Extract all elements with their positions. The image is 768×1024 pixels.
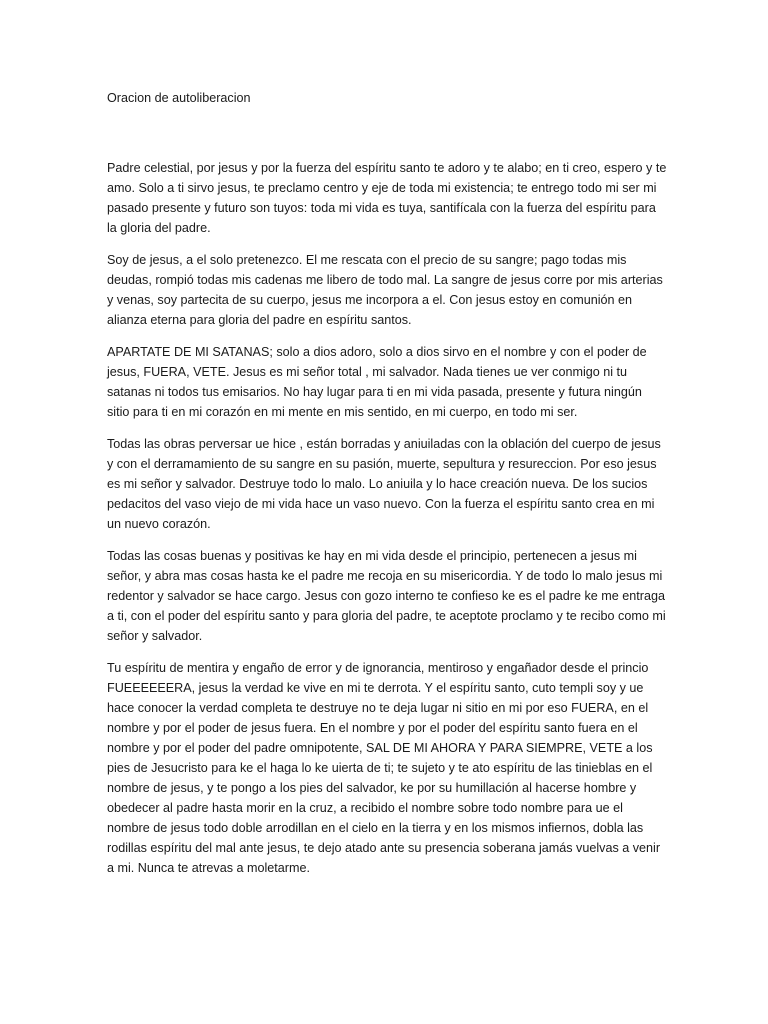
paragraph: Todas las obras perversar ue hice , están borradas y aniuiladas con la oblación del cuerpo de jesus y con el derramamiento de su sangre en su pasión, muerte, sepultura y resureccion. Por eso jesus es mi señor y salvador. Destruye todo lo malo. Lo aniuila y lo hace creación nueva. De los sucios pedacitos del vaso viejo de mi vida hace un vaso nuevo. Con la fuerza el espíritu santo crea en mi un nuevo corazón. — [107, 437, 661, 531]
paragraph: Padre celestial, por jesus y por la fuerza del espíritu santo te adoro y te alabo; en ti creo, espero y te amo. Solo a ti sirvo jesus, te preclamo centro y eje de toda mi existencia; te entrego todo mi ser mi pasado presente y futuro son tuyos: toda mi vida es tuya, santifícala con la fuerza del espíritu para la gloria del padre. — [107, 161, 667, 235]
paragraph: APARTATE DE MI SATANAS; solo a dios adoro, solo a dios sirvo en el nombre y con el poder de jesus, FUERA, VETE. Jesus es mi señor total , mi salvador. Nada tienes ue ver conmigo ni tu satanas ni todos tus emisarios. No hay lugar para ti en mi vida pasada, presente y futura ningún sitio para ti en mi corazón en mi mente en mis sentido, en mi cuerpo, en todo mi ser. — [107, 345, 647, 419]
document-body — [107, 88, 667, 890]
paragraph: Soy de jesus, a el solo pretenezco. El me rescata con el precio de su sangre; pago todas mis deudas, rompió todas mis cadenas me libero de todo mal. La sangre de jesus corre por mis arterias y venas, soy partecita de su cuerpo, jesus me incorpora a el. Con jesus estoy en comunión en alianza eterna para gloria del padre en espíritu santos. — [107, 253, 663, 327]
paragraph: Todas las cosas buenas y positivas ke hay en mi vida desde el principio, pertenecen a jesus mi señor, y abra mas cosas hasta ke el padre me recoja en su misericordia. Y de todo lo malo jesus mi redentor y salvador se hace cargo. Jesus con gozo interno te confieso ke es el padre ke me entraga a ti, con el poder del espíritu santo y para gloria del padre, te aceptote proclamo y te recibo como mi señor y salvador. — [107, 549, 666, 643]
paragraph: Tu espíritu de mentira y engaño de error y de ignorancia, mentiroso y engañador desde el princio FUEEEEEERA, jesus la verdad ke vive en mi te derrota. Y el espíritu santo, cuto templi soy y ue hace conocer la verdad completa te destruye no te deja lugar ni sitio en mi por eso FUERA, en el nombre y por el poder de jesus fuera. En el nombre y por el poder del espíritu santo fuera en el nombre y por el poder del padre omnipotente, SAL DE MI AHORA Y PARA SIEMPRE, VETE a los pies de Jesucristo para ke el haga lo ke uierta de ti; te sujeto y te ato espíritu de las tinieblas en el nombre de jesus, y te pongo a los pies del salvador, ke por su humillación al hacerse hombre y obedecer al padre hasta morir en la cruz, a recibido el nombre sobre todo nombre para ue el nombre de jesus todo doble arrodillan en el cielo en la tierra y en los mismos infiernos, dobla las rodillas espíritu del mal ante jesus, te dejo atado ante su presencia soberana jamás vuelvas a venir a mi. Nunca te atrevas a moletarme. — [107, 661, 661, 875]
document-title: Oracion de autoliberacion — [107, 91, 251, 105]
